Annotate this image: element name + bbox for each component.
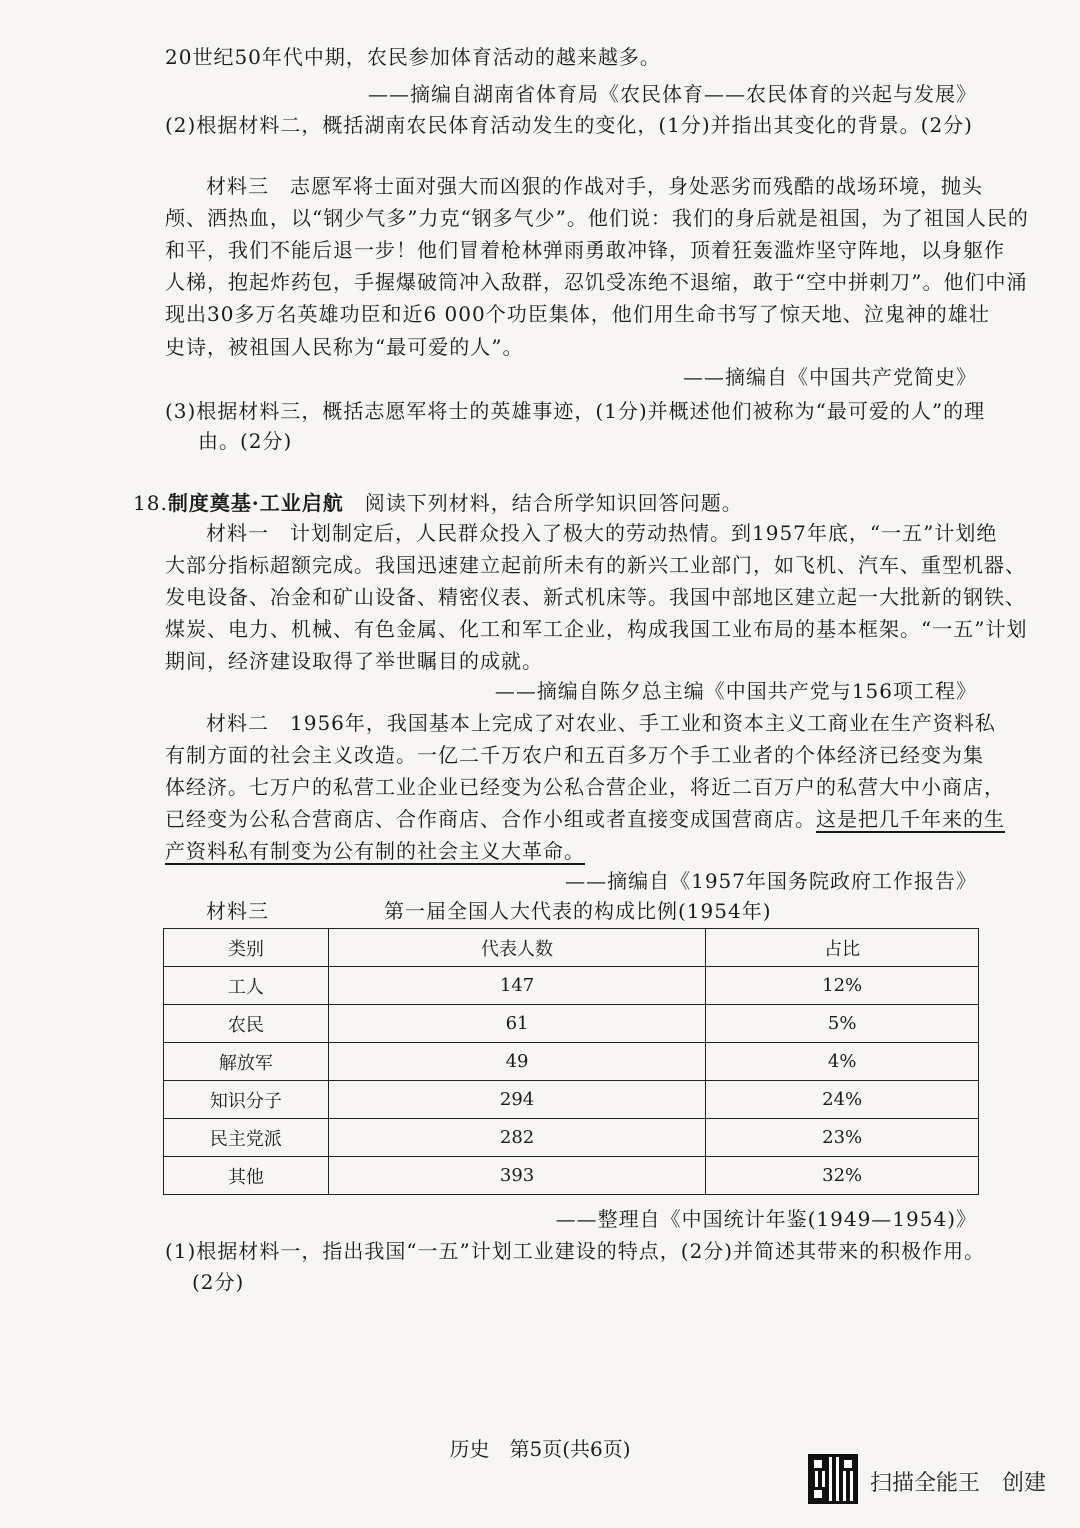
underlined-sentence: 这是把几千年来的生 (816, 807, 1005, 831)
cell-category: 民主党派 (164, 1119, 329, 1157)
material-1-text: 期间，经济建设取得了举世瞩目的成就。 (165, 649, 543, 673)
cell-category: 解放军 (164, 1043, 329, 1081)
material-2-text: 材料二 1956年，我国基本上完成了对农业、手工业和资本主义工商业在生产资料私 (206, 711, 996, 735)
material-2-text (165, 805, 1005, 833)
table-caption: 第一届全国人大代表的构成比例(1954年) (384, 899, 772, 923)
material-3-label: 材料三 (206, 899, 269, 923)
scanner-watermark: 扫描全能王 创建 (870, 1471, 1047, 1496)
table-row (164, 1043, 979, 1081)
question-number: 18. (133, 491, 168, 515)
question-instruction: 阅读下列材料，结合所学知识回答问题。 (364, 491, 743, 515)
table-row (164, 1081, 979, 1119)
material-1-text: 煤炭、电力、机械、有色金属、化工和军工企业，构成我国工业布局的基本框架。“一五”计划 (165, 617, 1028, 641)
table-row (164, 1005, 979, 1043)
material-3-text: 现出30多万名英雄功臣和近6 000个功臣集体，他们用生命书写了惊天地、泣鬼神的雄壮 (165, 302, 990, 326)
cell-count: 294 (328, 1081, 706, 1119)
source-citation: ——摘编自《1957年国务院政府工作报告》 (565, 869, 977, 893)
material-2-text: 体经济。七万户的私营工业企业已经变为公私合营企业，将近二百万户的私营大中小商店， (165, 775, 1005, 799)
page-number-footer: 历史 第5页(共6页) (449, 1437, 631, 1461)
source-citation: ——摘编自陈夕总主编《中国共产党与156项工程》 (494, 679, 977, 703)
table-row (164, 967, 979, 1005)
cell-count: 147 (328, 967, 706, 1005)
representatives-table (163, 928, 979, 1195)
cell-category: 其他 (164, 1157, 329, 1195)
cell-category: 知识分子 (164, 1081, 329, 1119)
cell-ratio: 24% (706, 1081, 979, 1119)
cell-count: 282 (328, 1119, 706, 1157)
question-3-2: (2)根据材料二，概括湖南农民体育活动发生的变化，(1分)并指出其变化的背景。(2分) (165, 113, 973, 137)
cell-category: 农民 (164, 1005, 329, 1043)
material-2-text: 有制方面的社会主义改造。一亿二千万农户和五百多万个手工业者的个体经济已经变为集 (165, 743, 984, 767)
table-row (164, 1157, 979, 1195)
question-18-heading (133, 489, 743, 517)
cell-count: 393 (328, 1157, 706, 1195)
text-line: 20世纪50年代中期，农民参加体育活动的越来越多。 (165, 45, 661, 69)
table-row (164, 1119, 979, 1157)
question-3-3: (3)根据材料三，概括志愿军将士的英雄事迹，(1分)并概述他们被称为“最可爱的人”的理 (165, 399, 986, 423)
cell-ratio: 12% (706, 967, 979, 1005)
question-18-1-cont: (2分) (192, 1270, 245, 1294)
header-count: 代表人数 (328, 929, 706, 967)
material-3-text: 材料三 志愿军将士面对强大而凶狠的作战对手，身处恶劣而残酷的战场环境，抛头 (206, 174, 983, 198)
qr-code-icon (808, 1454, 858, 1504)
cell-ratio: 32% (706, 1157, 979, 1195)
material-1-text: 材料一 计划制定后，人民群众投入了极大的劳动热情。到1957年底，“一五”计划绝 (206, 521, 998, 545)
material-3-text: 颅、洒热血，以“钢少气多”力克“钢多气少”。他们说：我们的身后就是祖国，为了祖国人民的 (165, 206, 1029, 230)
material-1-text: 大部分指标超额完成。我国迅速建立起前所未有的新兴工业部门，如飞机、汽车、重型机器、 (165, 553, 1026, 577)
table-header-row (164, 929, 979, 967)
header-category: 类别 (164, 929, 329, 967)
question-3-3-cont: 由。(2分) (198, 429, 293, 453)
material-3-text: 人梯，抱起炸药包，手握爆破筒冲入敌群，忍饥受冻绝不退缩，敢于“空中拼刺刀”。他们中涌 (165, 270, 1028, 294)
cell-count: 61 (328, 1005, 706, 1043)
cell-count: 49 (328, 1043, 706, 1081)
header-ratio: 占比 (706, 929, 979, 967)
material-2-sentence: 已经变为公私合营商店、合作商店、合作小组或者直接变成国营商店。 (165, 807, 816, 831)
source-citation: ——摘编自《中国共产党简史》 (683, 365, 977, 389)
cell-ratio: 4% (706, 1043, 979, 1081)
question-title: 制度奠基·工业启航 (167, 491, 344, 515)
source-citation: ——摘编自湖南省体育局《农民体育——农民体育的兴起与发展》 (368, 82, 977, 106)
cell-ratio: 5% (706, 1005, 979, 1043)
underlined-sentence: 产资料私有制变为公有制的社会主义大革命。 (165, 839, 585, 863)
source-citation: ——整理自《中国统计年鉴(1949—1954)》 (555, 1207, 977, 1231)
question-18-1: (1)根据材料一，指出我国“一五”计划工业建设的特点，(2分)并简述其带来的积极作用。 (165, 1239, 986, 1263)
cell-ratio: 23% (706, 1119, 979, 1157)
material-3-text: 和平，我们不能后退一步！他们冒着枪林弹雨勇敢冲锋，顶着狂轰滥炸坚守阵地，以身躯作 (165, 238, 1005, 262)
material-3-text: 史诗，被祖国人民称为“最可爱的人”。 (165, 335, 524, 359)
cell-category: 工人 (164, 967, 329, 1005)
material-1-text: 发电设备、冶金和矿山设备、精密仪表、新式机床等。我国中部地区建立起一大批新的钢铁、 (165, 585, 1026, 609)
